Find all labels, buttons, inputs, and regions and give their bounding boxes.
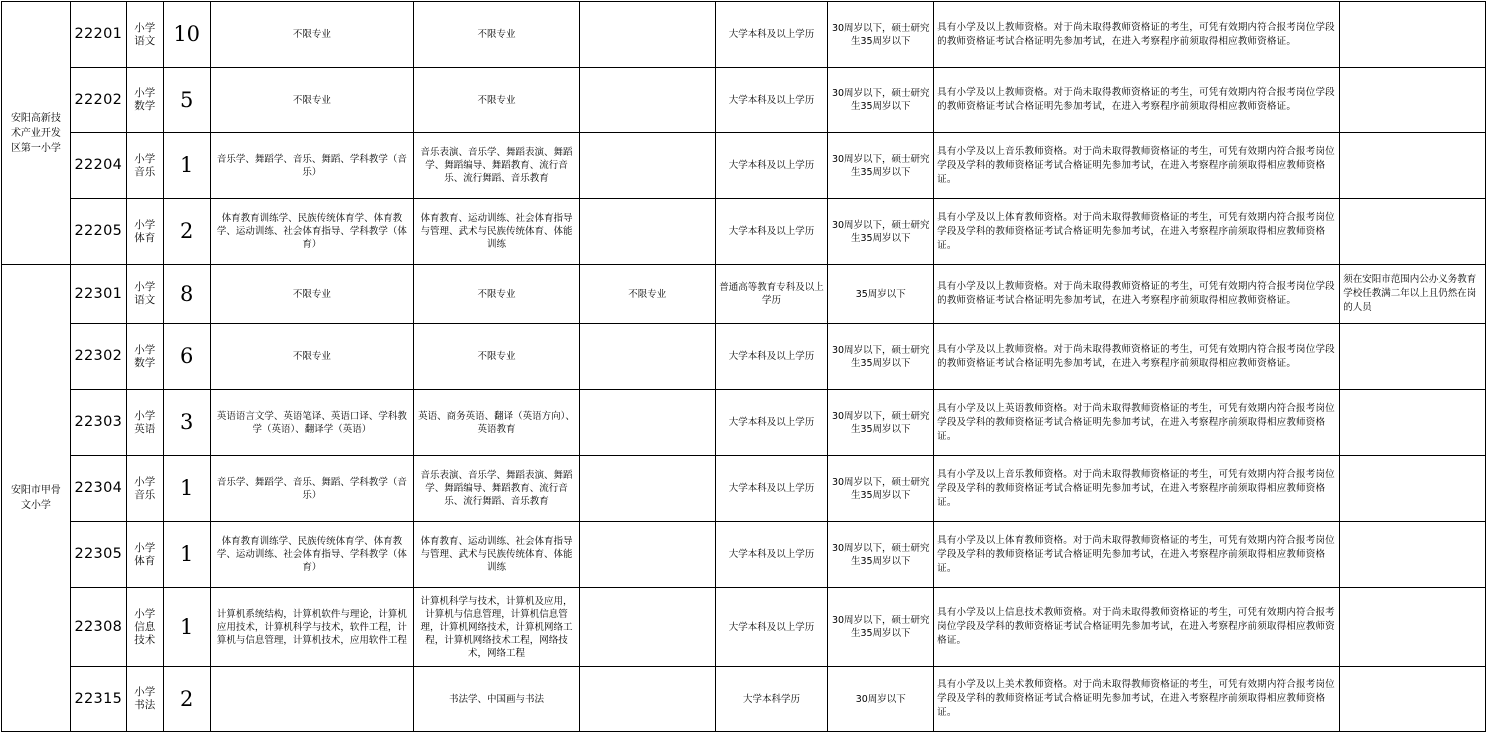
table-row	[2, 390, 1486, 456]
age-limit-cell: 30周岁以下	[828, 667, 934, 732]
job-code-cell: 22202	[70, 68, 126, 133]
table-row	[2, 588, 1486, 667]
headcount-cell: 1	[163, 456, 210, 522]
table-row	[2, 522, 1486, 588]
headcount-cell: 2	[163, 667, 210, 732]
major-college-cell	[579, 667, 715, 732]
note-cell	[1340, 133, 1486, 199]
major-undergrad-cell: 不限专业	[414, 2, 580, 68]
subject-cell: 小学体育	[126, 522, 163, 588]
qualification-cell: 具有小学及以上教师资格。对于尚未取得教师资格证的考生，可凭有效期内符合报考岗位学段的教师资格证考试合格证明先参加考试，在进入考察程序前须取得相应教师资格证。	[934, 324, 1340, 390]
education-cell: 大学本科及以上学历	[715, 68, 828, 133]
education-cell: 普通高等教育专科及以上学历	[715, 265, 828, 324]
table-row	[2, 199, 1486, 265]
table-row	[2, 456, 1486, 522]
major-college-cell	[579, 199, 715, 265]
school-name-cell: 安阳高新技术产业开发区第一小学	[2, 2, 71, 265]
major-graduate-cell: 不限专业	[210, 265, 414, 324]
age-limit-cell: 30周岁以下，硕士研究生35周岁以下	[828, 390, 934, 456]
age-limit-cell: 30周岁以下，硕士研究生35周岁以下	[828, 324, 934, 390]
table-row	[2, 68, 1486, 133]
major-undergrad-cell: 体育教育、运动训练、社会体育指导与管理、武术与民族传统体育、体能训练	[414, 522, 580, 588]
major-undergrad-cell: 不限专业	[414, 265, 580, 324]
job-code-cell: 22308	[70, 588, 126, 667]
note-cell	[1340, 199, 1486, 265]
major-college-cell	[579, 456, 715, 522]
education-cell: 大学本科及以上学历	[715, 324, 828, 390]
subject-cell: 小学英语	[126, 390, 163, 456]
subject-cell: 小学语文	[126, 2, 163, 68]
table-row	[2, 265, 1486, 324]
age-limit-cell: 30周岁以下，硕士研究生35周岁以下	[828, 199, 934, 265]
major-college-cell	[579, 390, 715, 456]
subject-cell: 小学数学	[126, 68, 163, 133]
major-undergrad-cell: 音乐表演、音乐学、舞蹈表演、舞蹈学、舞蹈编导、舞蹈教育、流行音乐、流行舞蹈、音乐教育	[414, 456, 580, 522]
age-limit-cell: 35周岁以下	[828, 265, 934, 324]
job-code-cell: 22201	[70, 2, 126, 68]
major-graduate-cell: 体育教育训练学、民族传统体育学、体育教学、运动训练、社会体育指导、学科教学（体育）	[210, 199, 414, 265]
position-table	[1, 1, 1486, 732]
major-graduate-cell: 计算机系统结构，计算机软件与理论，计算机应用技术，计算机科学与技术，软件工程，计算机与信息管理，计算机技术，应用软件工程	[210, 588, 414, 667]
note-cell	[1340, 390, 1486, 456]
qualification-cell: 具有小学及以上体育教师资格。对于尚未取得教师资格证的考生，可凭有效期内符合报考岗位学段及学科的教师资格证考试合格证明先参加考试，在进入考察程序前须取得相应教师资格证。	[934, 522, 1340, 588]
qualification-cell: 具有小学及以上教师资格。对于尚未取得教师资格证的考生，可凭有效期内符合报考岗位学段的教师资格证考试合格证明先参加考试，在进入考察程序前须取得相应教师资格证。	[934, 265, 1340, 324]
table-row	[2, 133, 1486, 199]
major-graduate-cell: 不限专业	[210, 324, 414, 390]
note-cell	[1340, 667, 1486, 732]
headcount-cell: 1	[163, 588, 210, 667]
note-cell: 须在安阳市范围内公办义务教育学校任教满二年以上且仍然在岗的人员	[1340, 265, 1486, 324]
subject-cell: 小学体育	[126, 199, 163, 265]
job-code-cell: 22204	[70, 133, 126, 199]
subject-cell: 小学数学	[126, 324, 163, 390]
qualification-cell: 具有小学及以上英语教师资格。对于尚未取得教师资格证的考生，可凭有效期内符合报考岗位学段及学科的教师资格证考试合格证明先参加考试，在进入考察程序前须取得相应教师资格证。	[934, 390, 1340, 456]
subject-cell: 小学语文	[126, 265, 163, 324]
major-undergrad-cell: 不限专业	[414, 324, 580, 390]
major-college-cell	[579, 68, 715, 133]
job-code-cell: 22301	[70, 265, 126, 324]
major-undergrad-cell: 体育教育、运动训练、社会体育指导与管理、武术与民族传统体育、体能训练	[414, 199, 580, 265]
subject-cell: 小学书法	[126, 667, 163, 732]
qualification-cell: 具有小学及以上教师资格。对于尚未取得教师资格证的考生，可凭有效期内符合报考岗位学段的教师资格证考试合格证明先参加考试，在进入考察程序前须取得相应教师资格证。	[934, 2, 1340, 68]
headcount-cell: 1	[163, 133, 210, 199]
subject-cell: 小学音乐	[126, 133, 163, 199]
major-graduate-cell: 不限专业	[210, 2, 414, 68]
job-code-cell: 22302	[70, 324, 126, 390]
major-graduate-cell: 不限专业	[210, 68, 414, 133]
education-cell: 大学本科及以上学历	[715, 456, 828, 522]
job-code-cell: 22304	[70, 456, 126, 522]
qualification-cell: 具有小学及以上体育教师资格。对于尚未取得教师资格证的考生，可凭有效期内符合报考岗位学段及学科的教师资格证考试合格证明先参加考试，在进入考察程序前须取得相应教师资格证。	[934, 199, 1340, 265]
qualification-cell: 具有小学及以上信息技术教师资格。对于尚未取得教师资格证的考生，可凭有效期内符合报考岗位学段及学科的教师资格证考试合格证明先参加考试，在进入考察程序前须取得相应教师资格证。	[934, 588, 1340, 667]
note-cell	[1340, 588, 1486, 667]
major-college-cell	[579, 2, 715, 68]
age-limit-cell: 30周岁以下，硕士研究生35周岁以下	[828, 133, 934, 199]
qualification-cell: 具有小学及以上音乐教师资格。对于尚未取得教师资格证的考生，可凭有效期内符合报考岗位学段及学科的教师资格证考试合格证明先参加考试，在进入考察程序前须取得相应教师资格证。	[934, 133, 1340, 199]
major-undergrad-cell: 音乐表演、音乐学、舞蹈表演、舞蹈学、舞蹈编导、舞蹈教育、流行音乐、流行舞蹈、音乐教育	[414, 133, 580, 199]
major-college-cell	[579, 133, 715, 199]
major-graduate-cell: 音乐学、舞蹈学、音乐、舞蹈、学科教学（音乐）	[210, 456, 414, 522]
table-row	[2, 667, 1486, 732]
qualification-cell: 具有小学及以上教师资格。对于尚未取得教师资格证的考生，可凭有效期内符合报考岗位学段的教师资格证考试合格证明先参加考试，在进入考察程序前须取得相应教师资格证。	[934, 68, 1340, 133]
age-limit-cell: 30周岁以下，硕士研究生35周岁以下	[828, 456, 934, 522]
qualification-cell: 具有小学及以上音乐教师资格。对于尚未取得教师资格证的考生，可凭有效期内符合报考岗位学段及学科的教师资格证考试合格证明先参加考试，在进入考察程序前须取得相应教师资格证。	[934, 456, 1340, 522]
education-cell: 大学本科及以上学历	[715, 133, 828, 199]
headcount-cell: 6	[163, 324, 210, 390]
note-cell	[1340, 522, 1486, 588]
major-undergrad-cell: 不限专业	[414, 68, 580, 133]
job-code-cell: 22315	[70, 667, 126, 732]
major-college-cell	[579, 324, 715, 390]
major-graduate-cell	[210, 667, 414, 732]
major-graduate-cell: 音乐学、舞蹈学、音乐、舞蹈、学科教学（音乐）	[210, 133, 414, 199]
headcount-cell: 2	[163, 199, 210, 265]
major-undergrad-cell: 英语、商务英语、翻译（英语方向）、英语教育	[414, 390, 580, 456]
major-undergrad-cell: 计算机科学与技术，计算机及应用，计算机与信息管理，计算机信息管理，计算机网络技术，计算机网络工程，计算机网络技术工程，网络技术，网络工程	[414, 588, 580, 667]
note-cell	[1340, 456, 1486, 522]
major-college-cell	[579, 588, 715, 667]
headcount-cell: 3	[163, 390, 210, 456]
age-limit-cell: 30周岁以下，硕士研究生35周岁以下	[828, 2, 934, 68]
headcount-cell: 1	[163, 522, 210, 588]
education-cell: 大学本科及以上学历	[715, 588, 828, 667]
note-cell	[1340, 324, 1486, 390]
education-cell: 大学本科学历	[715, 667, 828, 732]
note-cell	[1340, 2, 1486, 68]
education-cell: 大学本科及以上学历	[715, 522, 828, 588]
headcount-cell: 10	[163, 2, 210, 68]
education-cell: 大学本科及以上学历	[715, 390, 828, 456]
age-limit-cell: 30周岁以下，硕士研究生35周岁以下	[828, 588, 934, 667]
major-college-cell: 不限专业	[579, 265, 715, 324]
major-graduate-cell: 体育教育训练学、民族传统体育学、体育教学、运动训练、社会体育指导、学科教学（体育）	[210, 522, 414, 588]
table-row	[2, 324, 1486, 390]
school-name-cell: 安阳市甲骨文小学	[2, 265, 71, 732]
headcount-cell: 8	[163, 265, 210, 324]
age-limit-cell: 30周岁以下，硕士研究生35周岁以下	[828, 522, 934, 588]
education-cell: 大学本科及以上学历	[715, 2, 828, 68]
subject-cell: 小学音乐	[126, 456, 163, 522]
qualification-cell: 具有小学及以上美术教师资格。对于尚未取得教师资格证的考生，可凭有效期内符合报考岗位学段及学科的教师资格证考试合格证明先参加考试，在进入考察程序前须取得相应教师资格证。	[934, 667, 1340, 732]
age-limit-cell: 30周岁以下，硕士研究生35周岁以下	[828, 68, 934, 133]
major-college-cell	[579, 522, 715, 588]
note-cell	[1340, 68, 1486, 133]
headcount-cell: 5	[163, 68, 210, 133]
major-undergrad-cell: 书法学、中国画与书法	[414, 667, 580, 732]
job-code-cell: 22303	[70, 390, 126, 456]
subject-cell: 小学信息技术	[126, 588, 163, 667]
major-graduate-cell: 英语语言文学、英语笔译、英语口译、学科教学（英语）、翻译学（英语）	[210, 390, 414, 456]
job-code-cell: 22305	[70, 522, 126, 588]
education-cell: 大学本科及以上学历	[715, 199, 828, 265]
job-code-cell: 22205	[70, 199, 126, 265]
table-row	[2, 2, 1486, 68]
